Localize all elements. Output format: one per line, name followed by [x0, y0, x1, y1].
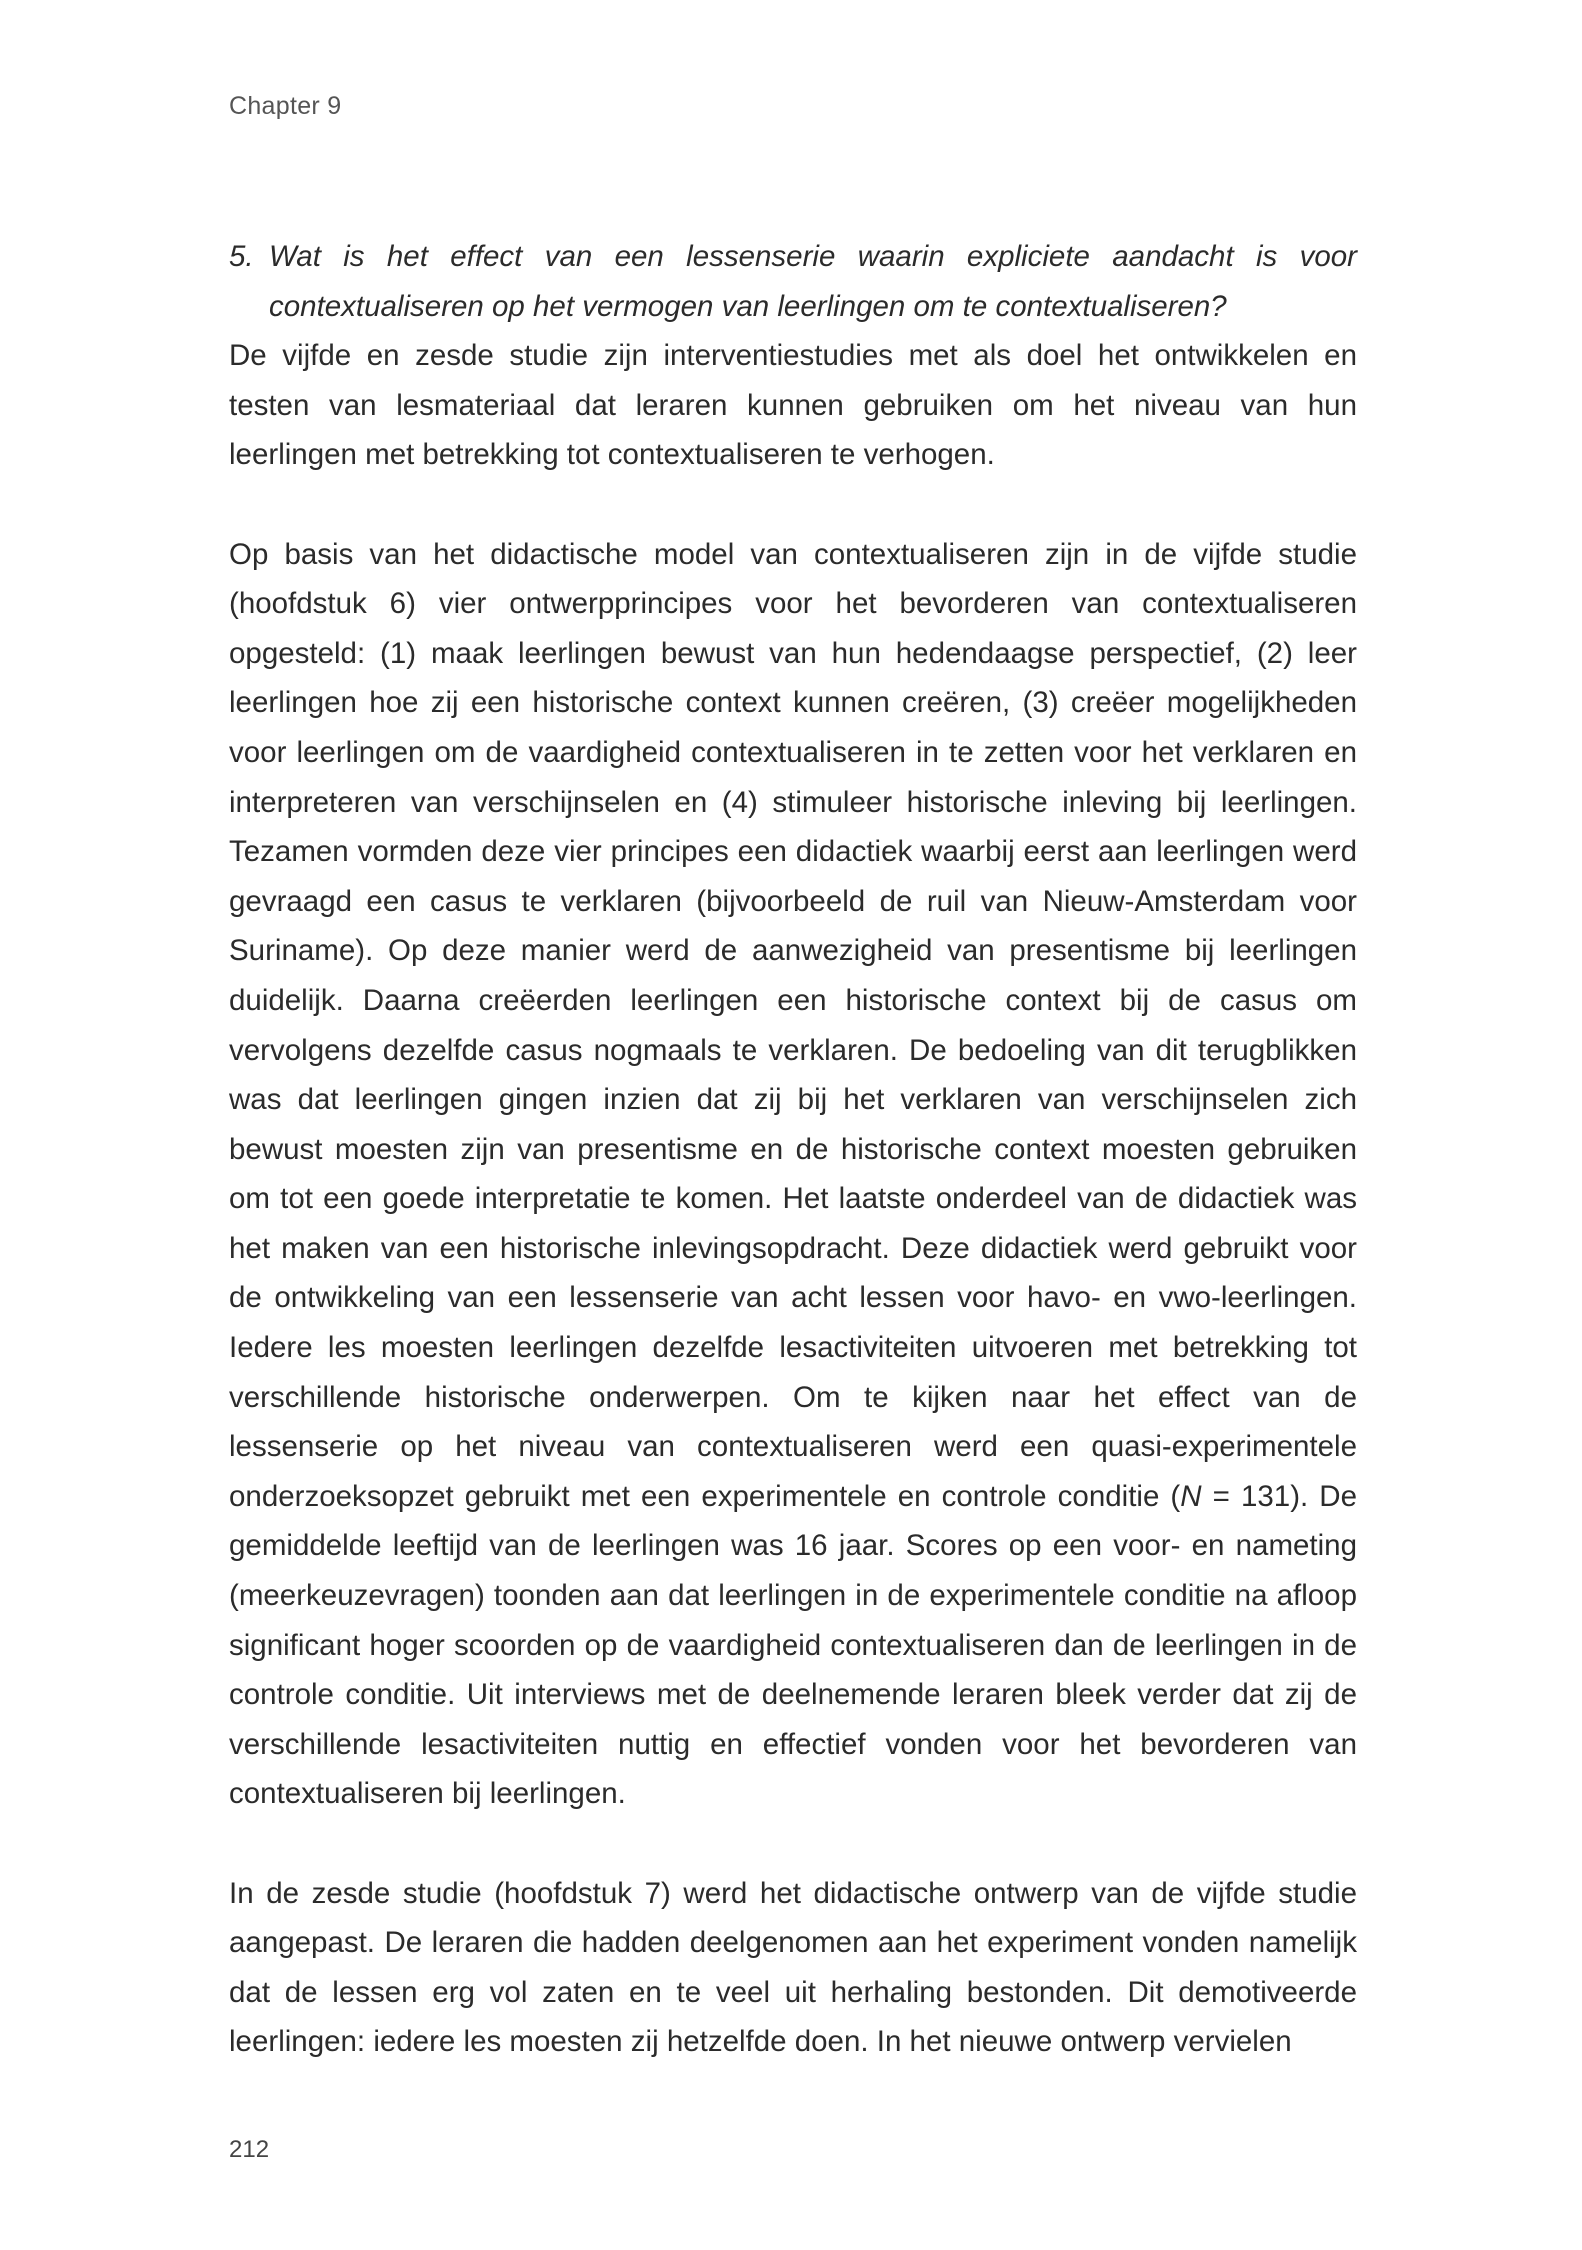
- paragraph-study-five-part-1: Op basis van het didactische model van contextualiseren zijn in de vijfde studie (hoofdstuk 6) vier ontwerpprincipes voor het bevorderen van contextualiseren opgesteld: (1) maak leerlingen bewust van hun hedendaagse perspectief, (2) leer leerlingen hoe zij een historische context kunnen creëren, (3) creëer mogelijkheden voor leerlingen om de vaardigheid contextualiseren in te zetten voor het verklaren en interpreteren van verschijnselen en (4) stimuleer historische inleving bij leerlingen. Tezamen vormden deze vier principes een didactiek waarbij eerst aan leerlingen werd gevraagd een casus te verklaren (bijvoorbeeld de ruil van Nieuw-Amsterdam voor Suriname). Op deze manier werd de aanwezigheid van presentisme bij leerlingen duidelijk. Daarna creëerden leerlingen een historische context bij de casus om vervolgens dezelfde casus nogmaals te verklaren. De bedoeling van dit terugblikken was dat leerlingen gingen inzien dat zij bij het verklaren van verschijnselen zich bewust moesten zijn van presentisme en de historische context moesten gebruiken om tot een goede interpretatie te komen. Het laatste onderdeel van de didactiek was het maken van een historische inlevingsopdracht. Deze didactiek werd gebruikt voor de ontwikkeling van een lessenserie van acht lessen voor havo- en vwo-leerlingen. Iedere les moesten leerlingen dezelfde lesactiviteiten uitvoeren met betrekking tot verschillende historische onderwerpen. Om te kijken naar het effect van de lessenserie op het niveau van contextualiseren werd een quasi-experimentele onderzoeksopzet gebruikt met een experimentele en controle conditie (: [229, 537, 1357, 1513]
- sample-size-symbol: N: [1180, 1479, 1202, 1513]
- research-question: [229, 232, 1357, 331]
- paragraph-intro: De vijfde en zesde studie zijn interventiestudies met als doel het ontwikkelen en testen van lesmateriaal dat leraren kunnen gebruiken om het niveau van hun leerlingen met betrekking tot contextualiseren te verhogen.: [229, 339, 1357, 472]
- paragraph-study-five: [229, 530, 1357, 1819]
- running-header: Chapter 9: [229, 92, 342, 120]
- question-text: Wat is het effect van een lessenserie waarin expliciete aandacht is voor contextualiseren op het vermogen van leerlingen om te contextualiseren?: [269, 240, 1357, 323]
- question-number: 5.: [229, 240, 254, 273]
- paragraph-study-five-part-2: = 131). De gemiddelde leeftijd van de leerlingen was 16 jaar. Scores op een voor- en nameting (meerkeuzevragen) toonden aan dat leerlingen in de experimentele conditie na afloop significant hoger scoorden op de vaardigheid contextualiseren dan de leerlingen in de controle conditie. Uit interviews met de deelnemende leraren bleek verder dat zij de verschillende lesactiviteiten nuttig en effectief vonden voor het bevorderen van contextualiseren bij leerlingen.: [229, 1479, 1358, 1811]
- body-text: [229, 232, 1357, 2067]
- page-number: 212: [229, 2136, 270, 2163]
- paragraph-study-six: In de zesde studie (hoofdstuk 7) werd het didactische ontwerp van de vijfde studie aangepast. De leraren die hadden deelgenomen aan het experiment vonden namelijk dat de lessen erg vol zaten en te veel uit herhaling bestonden. Dit demotiveerde leerlingen: iedere les moesten zij hetzelfde doen. In het nieuwe ontwerp vervielen: [229, 1876, 1357, 2059]
